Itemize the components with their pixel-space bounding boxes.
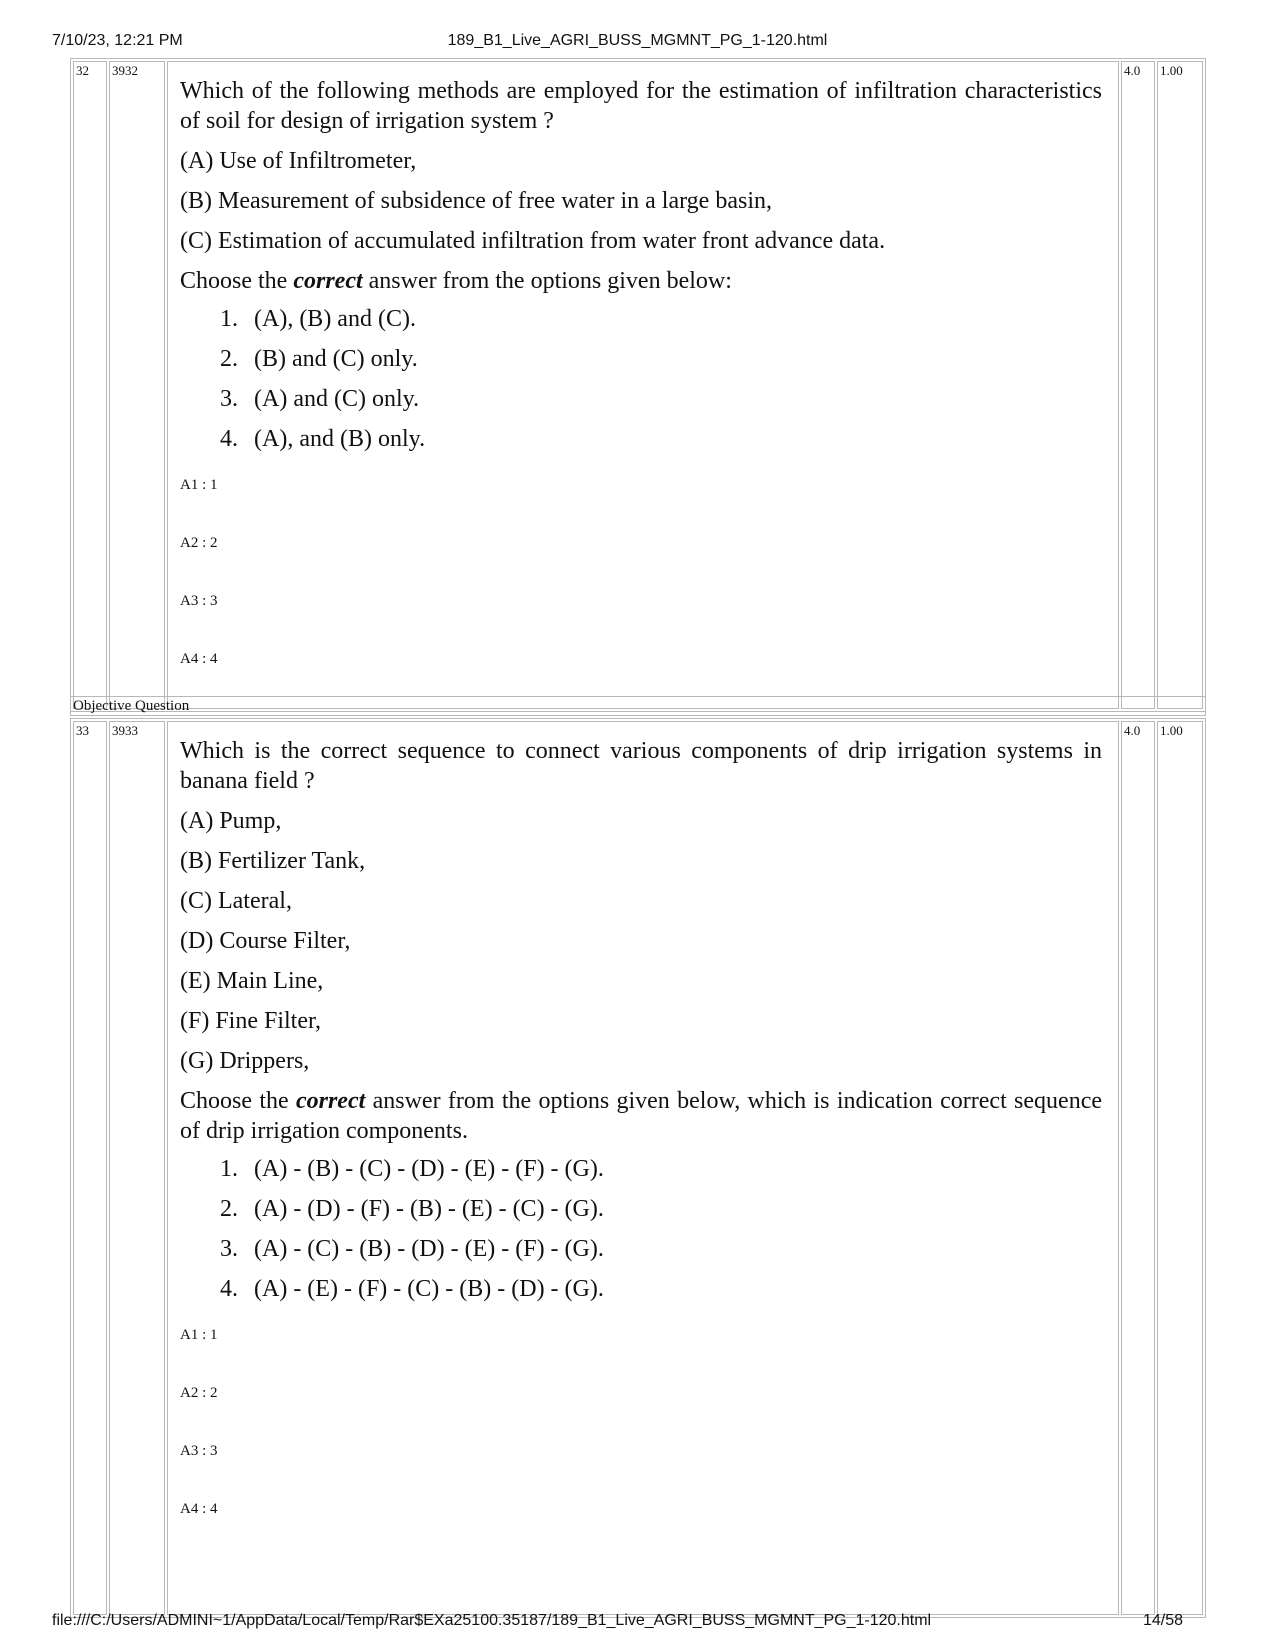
statement-item: (F) Fine Filter, <box>180 1008 322 1034</box>
document-title: 189_B1_Live_AGRI_BUSS_MGMNT_PG_1-120.html <box>447 32 828 49</box>
answer-option: 2. (A) - (D) - (F) - (B) - (E) - (C) - (G). <box>220 1196 604 1222</box>
answer-options <box>180 1154 1102 1304</box>
answer-option: 2. (B) and (C) only. <box>220 346 418 372</box>
print-footer <box>52 1612 1223 1636</box>
print-datetime: 7/10/23, 12:21 PM <box>52 32 183 49</box>
question-id: 3933 <box>109 721 165 1615</box>
question-serial: 33 <box>73 721 107 1615</box>
question-table <box>70 718 1206 1618</box>
emphasis: correct <box>295 1088 366 1114</box>
question-id: 3932 <box>109 61 165 709</box>
statement-item: (D) Course Filter, <box>180 928 351 954</box>
alternative-item: A2 : 2 <box>180 535 218 551</box>
alternative-item: A4 : 4 <box>180 651 218 667</box>
question-body <box>167 721 1119 1615</box>
statement-item: (A) Use of Infiltrometer, <box>180 148 417 174</box>
alternative-item: A1 : 1 <box>180 477 218 493</box>
file-path: file:///C:/Users/ADMINI~1/AppData/Local/Temp/Rar$EXa25100.35187/189_B1_Live_AGRI_BUSS_MGMNT_PG_1-120.html <box>52 1612 932 1629</box>
answer-option: 3. (A) - (C) - (B) - (D) - (E) - (F) - (G). <box>220 1236 604 1262</box>
negative-marks: 1.00 <box>1157 721 1203 1615</box>
answer-options <box>180 304 1102 454</box>
statement-item: (C) Estimation of accumulated infiltration from water front advance data. <box>180 228 886 254</box>
alternative-item: A3 : 3 <box>180 593 218 609</box>
alternatives <box>180 476 1102 708</box>
alternative-item: A2 : 2 <box>180 1385 218 1401</box>
answer-option: 3. (A) and (C) only. <box>220 386 420 412</box>
emphasis: correct <box>293 268 363 294</box>
question-text: Which of the following methods are employed for the estimation of infiltration characteristics of soil for design of irrigation system ? <box>180 78 1102 134</box>
answer-option: 1. (A), (B) and (C). <box>220 306 416 332</box>
alternatives <box>180 1326 1102 1558</box>
question-marks: 4.0 <box>1121 721 1155 1615</box>
print-header <box>52 28 1223 52</box>
question-serial: 32 <box>73 61 107 709</box>
statement-item: (B) Measurement of subsidence of free water in a large basin, <box>180 188 772 214</box>
question-table <box>70 58 1206 712</box>
page-number: 14/58 <box>1142 1612 1183 1629</box>
answer-option: 4. (A), and (B) only. <box>220 426 426 452</box>
choose-instruction: Choose the correct answer from the options given below, which is indication correct sequence of drip irrigation components. <box>180 1088 1102 1144</box>
question-text: Which is the correct sequence to connect various components of drip irrigation systems in banana field ? <box>180 738 1102 794</box>
statement-item: (C) Lateral, <box>180 888 292 914</box>
choose-instruction: Choose the correct answer from the options given below: <box>180 268 732 294</box>
statement-item: (B) Fertilizer Tank, <box>180 848 366 874</box>
question-body <box>167 61 1119 709</box>
alternative-item: A1 : 1 <box>180 1327 218 1343</box>
statement-item: (E) Main Line, <box>180 968 324 994</box>
negative-marks: 1.00 <box>1157 61 1203 709</box>
alternative-item: A4 : 4 <box>180 1501 218 1517</box>
alternative-item: A3 : 3 <box>180 1443 218 1459</box>
statement-item: (A) Pump, <box>180 808 282 834</box>
answer-option: 4. (A) - (E) - (F) - (C) - (B) - (D) - (G). <box>220 1276 604 1302</box>
section-label: Objective Question <box>70 696 1206 716</box>
question-marks: 4.0 <box>1121 61 1155 709</box>
statement-item: (G) Drippers, <box>180 1048 310 1074</box>
answer-option: 1. (A) - (B) - (C) - (D) - (E) - (F) - (G). <box>220 1156 604 1182</box>
